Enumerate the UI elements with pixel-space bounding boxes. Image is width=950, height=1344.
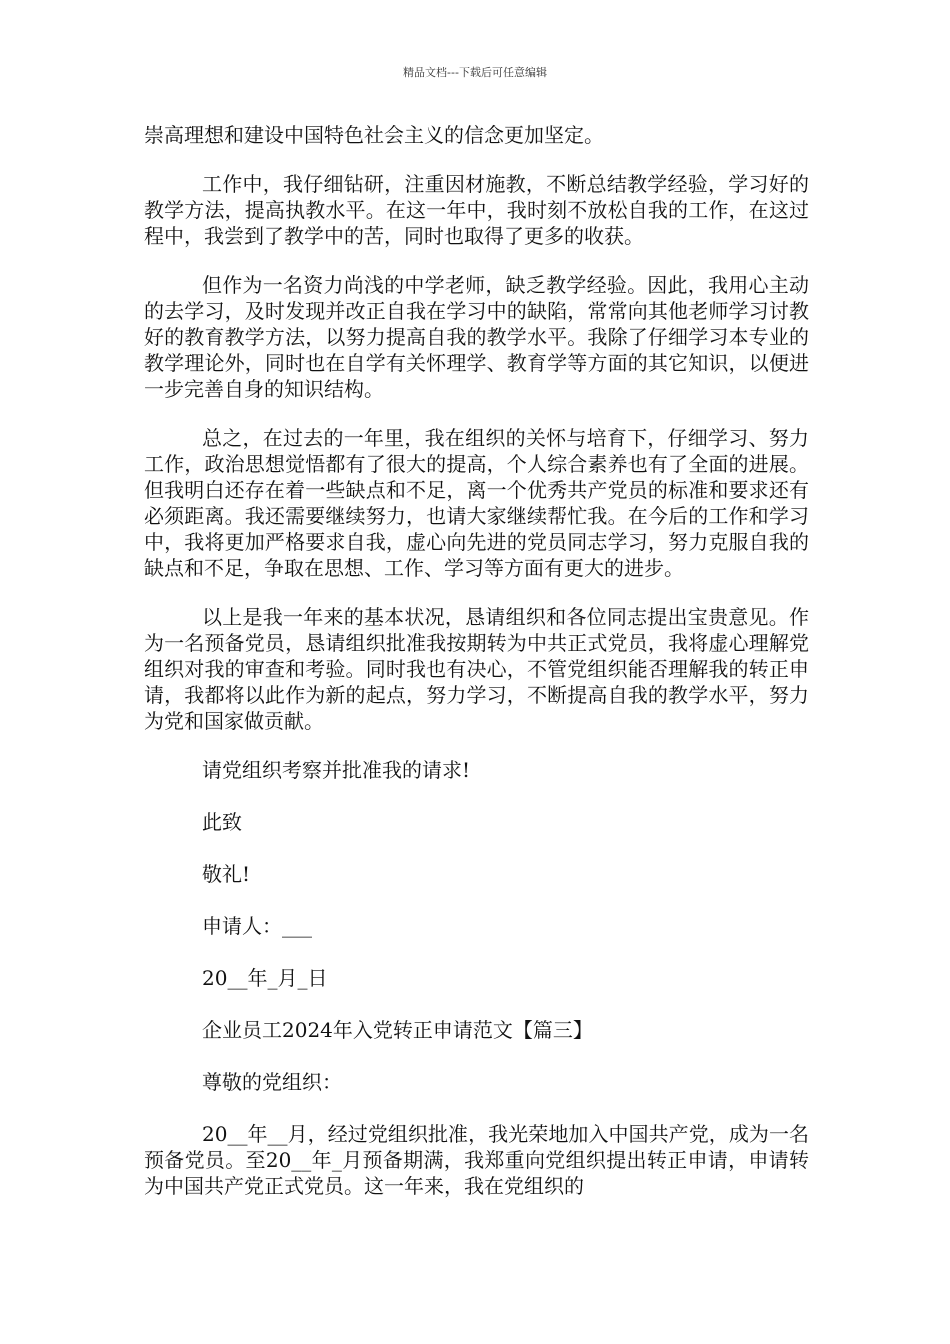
- paragraph-continuation: 崇高理想和建设中国特色社会主义的信念更加坚定。: [144, 123, 604, 147]
- section-title: 企业员工2024年入党转正申请范文【篇三】: [202, 1018, 593, 1042]
- date-line: 20__年_月_日: [202, 966, 328, 990]
- greeting-line: 尊敬的党组织：: [202, 1070, 342, 1094]
- page-header: 精品文档---下载后可任意编辑: [403, 66, 547, 79]
- paragraph-conclusion: 以上是我一年来的基本状况，恳请组织和各位同志提出宝贵意见。作为一名预备党员，恳请组织批准我按期转为中共正式党员，我将虚心理解党组织对我的审查和考验。同时我也有决心，不管党组织能否理解我的转正申请，我都将以此作为新的起点，努力学习，不断提高自我的教学水平，努力为党和国家做贡献。: [144, 605, 809, 733]
- paragraph-work: 工作中，我仔细钻研，注重因材施教，不断总结教学经验，学习好的教学方法，提高执教水平。在这一年中，我时刻不放松自我的工作，在这过程中，我尝到了教学中的苦，同时也取得了更多的收获。: [144, 172, 809, 248]
- paragraph-summary: 总之，在过去的一年里，我在组织的关怀与培育下，仔细学习、努力工作，政治思想觉悟都有了很大的提高，个人综合素养也有了全面的进展。但我明白还存在着一些缺点和不足，离一个优秀共产党员的标准和要求还有必须距离。我还需要继续努力，也请大家继续帮忙我。在今后的工作和学习中，我将更加严格要求自我，虚心向先进的党员同志学习，努力克服自我的缺点和不足，争取在思想、工作、学习等方面有更大的进步。: [144, 426, 809, 580]
- document-body: [144, 122, 809, 1199]
- paragraph-new-section: 20__年__月，经过党组织批准，我光荣地加入中国共产党，成为一名预备党员。至20__年_月预备期满，我郑重向党组织提出转正申请，申请转为中国共产党正式党员。这一年来，我在党组织的: [144, 1122, 809, 1198]
- request-line: 请党组织考察并批准我的请求!: [202, 758, 471, 782]
- applicant-line: 申请人：___: [202, 914, 312, 938]
- paragraph-learning: 但作为一名资力尚浅的中学老师，缺乏教学经验。因此，我用心主动的去学习，及时发现并改正自我在学习中的缺陷，常常向其他老师学习讨教好的教育教学方法，以努力提高自我的教学水平。我除了仔细学习本专业的教学理论外，同时也在自学有关怀理学、教育学等方面的其它知识，以便进一步完善自身的知识结构。: [144, 273, 809, 401]
- salutation-line-1: 此致: [202, 810, 242, 834]
- salutation-line-2: 敬礼!: [202, 862, 251, 886]
